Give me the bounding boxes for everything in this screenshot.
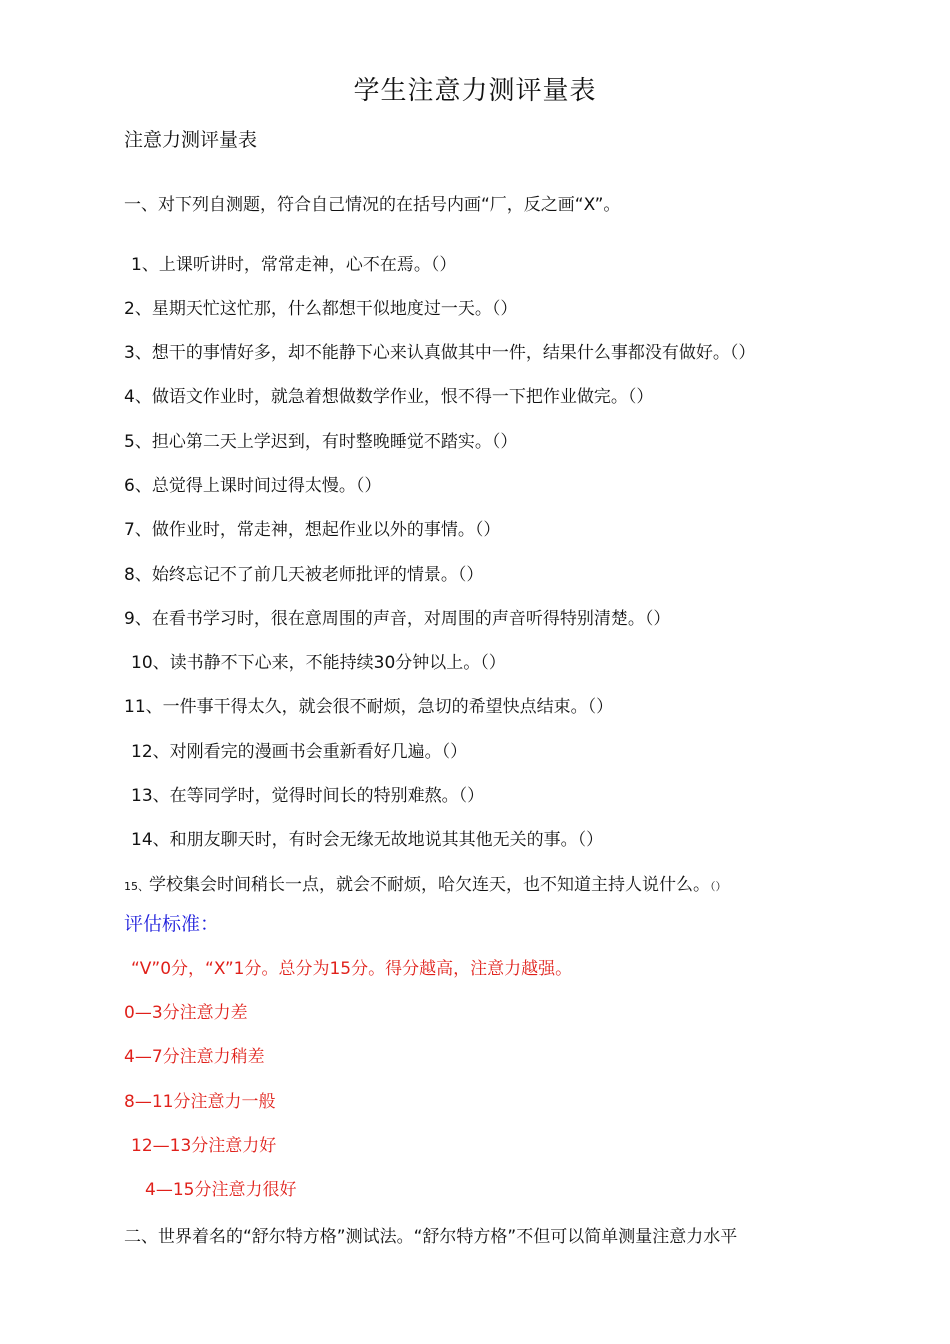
question-3: 3、想干的事情好多，却不能静下心来认真做其中一件，结果什么事都没有做好。（）	[124, 343, 756, 363]
question-9: 9、在看书学习时，很在意周围的声音，对周围的声音听得特别清楚。（）	[124, 609, 671, 629]
question-5: 5、担心第二天上学迟到，有时整晚睡觉不踏实。（）	[124, 432, 518, 452]
section2-text: 二、世界着名的“舒尔特方格”测试法。“舒尔特方格”不但可以简单测量注意力水平	[124, 1227, 738, 1247]
criteria-level-4: 12—13分注意力好	[131, 1136, 277, 1156]
question-8: 8、始终忘记不了前几天被老师批评的情景。（）	[124, 565, 484, 585]
question-11: 11、一件事干得太久，就会很不耐烦，急切的希望快点结束。（）	[124, 697, 614, 717]
question-15	[124, 873, 727, 899]
question-2: 2、星期天忙这忙那，什么都想干似地度过一天。（）	[124, 299, 518, 319]
criteria-level-5: 4—15分注意力很好	[145, 1180, 297, 1200]
criteria-rule: “V”0分，“X”1分。总分为15分。得分越高，注意力越强。	[131, 959, 573, 979]
criteria-level-3: 8—11分注意力一般	[124, 1092, 276, 1112]
question-15-paren: （）	[710, 880, 727, 893]
question-12: 12、对刚看完的漫画书会重新看好几遍。（）	[131, 742, 468, 762]
question-15-number: 15、	[124, 880, 149, 893]
section1-instruction: 一、对下列自测题，符合自己情况的在括号内画“厂，反之画“X”。	[124, 195, 621, 215]
subtitle: 注意力测评量表	[124, 129, 258, 151]
document-title: 学生注意力测评量表	[353, 76, 597, 106]
criteria-level-1: 0—3分注意力差	[124, 1003, 248, 1023]
question-6: 6、总觉得上课时间过得太慢。（）	[124, 476, 382, 496]
question-1: 1、上课听讲时，常常走神，心不在焉。（）	[131, 255, 457, 275]
question-15-text: 学校集会时间稍长一点，就会不耐烦，哈欠连天，也不知道主持人说什么。	[149, 875, 710, 895]
question-13: 13、在等同学时，觉得时间长的特别难熬。（）	[131, 786, 485, 806]
criteria-heading: 评估标准：	[124, 913, 220, 935]
question-14: 14、和朋友聊天时，有时会无缘无故地说其其他无关的事。（）	[131, 830, 604, 850]
criteria-level-2: 4—7分注意力稍差	[124, 1047, 265, 1067]
question-4: 4、做语文作业时，就急着想做数学作业，恨不得一下把作业做完。（）	[124, 387, 654, 407]
question-10: 10、读书静不下心来，不能持续30分钟以上。（）	[131, 653, 506, 673]
question-7: 7、做作业时，常走神，想起作业以外的事情。（）	[124, 520, 501, 540]
